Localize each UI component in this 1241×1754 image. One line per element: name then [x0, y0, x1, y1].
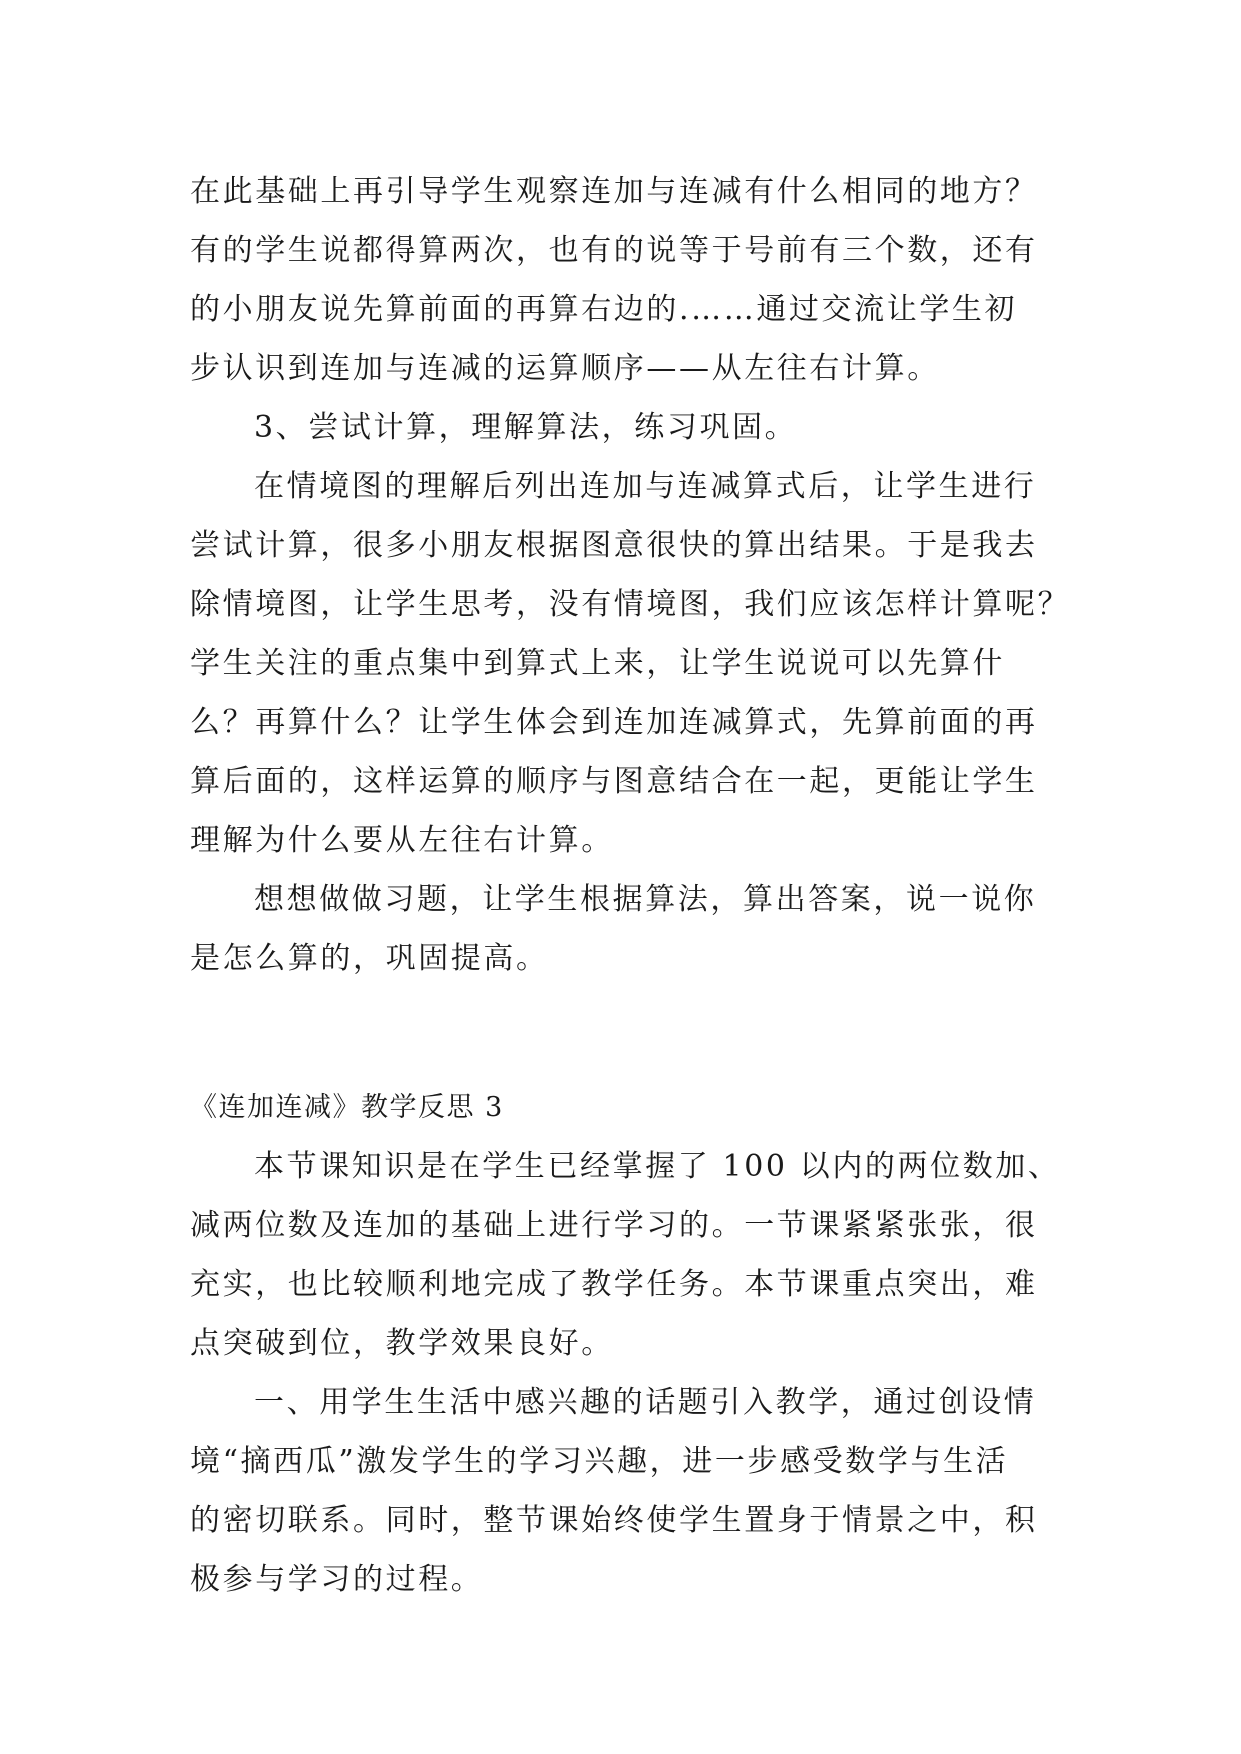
text-line: 一、用学生生活中感兴趣的话题引入教学，通过创设情 [254, 1385, 1037, 1420]
paragraph-step-3 [190, 398, 1060, 457]
text-line: 在此基础上再引导学生观察连加与连减有什么相同的地方？ [190, 174, 1038, 209]
text-line: 理解为什么要从左往右计算。 [190, 823, 614, 858]
section-spacer [190, 988, 1060, 1078]
text-line: 步认识到连加与连减的运算顺序——从左往右计算。 [190, 351, 940, 386]
text-line: 有的学生说都得算两次，也有的说等于号前有三个数，还有 [190, 233, 1038, 268]
text-line: 点突破到位，教学效果良好。 [190, 1326, 614, 1361]
text-line: 么？再算什么？让学生体会到连加连减算式，先算前面的再 [190, 705, 1038, 740]
text-line: 尝试计算，很多小朋友根据图意很快的算出结果。于是我去 [190, 528, 1038, 563]
text-line: 减两位数及连加的基础上进行学习的。一节课紧紧张张，很 [190, 1208, 1038, 1243]
text-line: 的密切联系。同时，整节课始终使学生置身于情景之中，积 [190, 1503, 1038, 1538]
text-line: 在情境图的理解后列出连加与连减算式后，让学生进行 [254, 469, 1037, 504]
text-line: 3、尝试计算，理解算法，练习巩固。 [254, 410, 798, 445]
paragraph-exercises [190, 870, 1060, 988]
paragraph-point-one [190, 1373, 1060, 1609]
text-line: 算后面的，这样运算的顺序与图意结合在一起，更能让学生 [190, 764, 1038, 799]
text-line: 学生关注的重点集中到算式上来，让学生说说可以先算什 [190, 646, 1005, 681]
paragraph-trial-calculation [190, 457, 1071, 870]
text-line: 境“摘西瓜”激发学生的学习兴趣，进一步感受数学与生活 [190, 1444, 1009, 1479]
text-line: 除情境图，让学生思考，没有情境图，我们应该怎样计算呢？ [190, 587, 1071, 622]
document-page [190, 162, 1071, 1609]
text-line: 极参与学习的过程。 [190, 1562, 484, 1597]
section-heading: 《连加连减》教学反思 3 [190, 1092, 504, 1123]
paragraph-lesson-summary [190, 1137, 1060, 1373]
text-line: 是怎么算的，巩固提高。 [190, 941, 549, 976]
text-line: 的小朋友说先算前面的再算右边的.……通过交流让学生初 [190, 292, 1018, 327]
text-line: 本节课知识是在学生已经掌握了 100 以内的两位数加、 [254, 1149, 1061, 1184]
paragraph-continuation [190, 162, 1060, 398]
text-line: 充实，也比较顺利地完成了教学任务。本节课重点突出，难 [190, 1267, 1038, 1302]
text-line: 想想做做习题，让学生根据算法，算出答案，说一说你 [254, 882, 1037, 917]
